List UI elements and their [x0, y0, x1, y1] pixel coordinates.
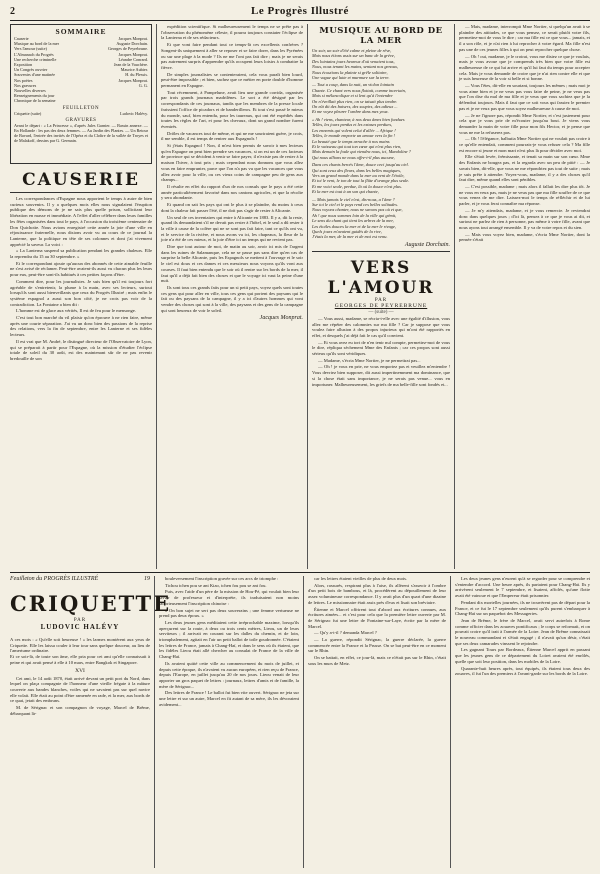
paragraph: Des lettres de France ! Le ballot fut bien vite ouvert. Sérignac ne jeta sur une lettre et sur un autre, Marcel en fit autant de sa mère, ils les dévoraient avidement... — [159, 690, 299, 707]
sommaire-entry: Exposition Jean de la Vauchère. — [14, 62, 148, 68]
causerie-text-col1 — [10, 196, 152, 362]
paragraph: car les lettres étaient vieilles de plus de deux mois. — [314, 576, 408, 581]
paragraph: Étienne et Marcel offrirent tout d'abord aux écritures connues, aux écritures aimées... et c'est pour cela que la première lettre ouverte par M. de Sérignac fut une lettre de Fontaine-sur-Laye, écrite par la mère de Marcel. — [308, 606, 446, 629]
paragraph: — Et vous avez eu tort de n'en tenir nul compte, permettez-moi de vous le dire, répliqua sèchement Mme des Enfants ; car ces propos sont aussi sérieux qu'ils sont véridiques. — [312, 339, 450, 357]
paragraph: — Oh ! l'élégance, balbutia Mme Nortier qui ne voulait pas croire à ce qu'elle entendait, comment pourrais-je vous refuser cela ? Ma fille est encore si jeune et mon mari n'est plus là pour décider avec moi. — [459, 136, 590, 153]
sommaire-entry: Causerie Jacques Monprat. — [14, 36, 148, 41]
paragraph: Comment dire, pour les journalistes. Je suis bien qu'il est toujours fort agréable de s'entretenir, la plume à la main, avec ses lecteurs, surtout lorsqu'ils sont aussi bienveillants que ceux du Progrès Illustré ; mais enfin le système espagnol a aussi son bon côté, je ne crois pas voir de la contradiction. La Fontaine a bien dit : — [10, 278, 152, 307]
feuilleton-label: Feuilleton du PROGRÈS ILLUSTRÉ — [10, 576, 99, 582]
column-divider — [307, 24, 308, 569]
paragraph: — C'est possible, madame ; mais alors il fallait les dire plus tôt. Je ne vous en veux pas, mais je ne veux pas que ma fille souffre de ce que vous venez de me dire. Laissez-moi le temps de réfléchir et de lui parler, et je vous ferai connaître ma réponse. — [459, 183, 590, 207]
paragraph: — Madame, s'écria Mme Nortier, je ne permettrai pas... — [318, 357, 421, 363]
sommaire-list — [14, 36, 148, 104]
paragraph: Tichou tchen pou se ant Kiao, tchen fou pou se ant fou. — [165, 582, 267, 588]
sommaire-title: SOMMAIRE — [55, 27, 107, 36]
causerie-col2-end: Il résulte en effet du rapport d'un de nos consuls que le pays a été cette année particulièrement favorisé dans nos cantons agricoles, et que la récolte y sera abondante. — [161, 183, 303, 201]
causerie-title: CAUSERIE — [10, 170, 152, 193]
paragraph: expédition scientifique. Si malheureusement le temps ne se prête pas à l'observation du phénomène céleste, il pourra toujours constater l'éclipse de la Lanterna et de ses rédacteurs. — [161, 24, 303, 41]
paragraph: Et quand on sait les pays qui ont le plus à se plaindre, du moins à ceux dont la chaleur fait passer l'été, il ne doit pas s'agir de rester à Alicante. — [161, 202, 303, 213]
feuilleton-entry: Criquette (suite) Ludovic Halévy. — [14, 110, 148, 116]
column-divider — [454, 24, 455, 569]
feuilleton-separator — [10, 572, 590, 573]
paragraph: « La Lanterna suspend sa publication pendant les grandes chaleurs. Elle la reprendra du 15 au 30 septembre. » — [10, 248, 152, 260]
paragraph: Les deux jeunes gens n'eurent qu'à se regarder pour se comprendre et s'entendre d'accord. Une heure après, ils partaient pour Chang-Haï. Ils y arrivèrent seulement le 7 septembre, et lisaient, affolés, qu'une flotte avait été vaincue et que l'Empereur était prisonnier. — [455, 576, 590, 599]
sommaire-entry: Chronique de la semaine — [14, 98, 56, 104]
column-2 — [161, 24, 303, 569]
feuilleton-label-row — [10, 576, 150, 582]
vers-lamour-text-col2 — [459, 24, 590, 135]
newspaper-page — [10, 6, 590, 868]
paragraph: C'est tout bon marché du vil plaisir qu'on éprouve à ne rien faire, même après une courte séparation. J'ai vu un donc bien des passions de la reprise des relations, vers la fin de septembre, entre les Lanterne et ses fidèles lecteurs. — [10, 315, 152, 338]
paragraph: Ils avaient quitté cette ville au commencement du mois de juillet, et depuis cette époque, ils n'avaient vu aucun européen, et rien reçu de France, depuis l'Europe, en juillet jusqu'au 20 de nos jours. Lieou venait de leur apporter un gros paquet de lettres : journaux, lettres d'amis et de famille, la mère de Sérignac... — [159, 660, 299, 689]
journal-title: Le Progrès Illustré — [251, 5, 349, 17]
sommaire-entry: Souvenirs d'une matinée H. du Plessis. — [14, 72, 148, 78]
paragraph: — Oh ! oui, madame, je le croirai, vous me disiez ce que je voulais, mais je vous avoue que je comprends très bien que votre fille est malheureuse de ce qui lui arrive et qu'il lui faut du temps pour accepter cela. Mais je vous demande de croire que je n'ai rien contre elle et que je suis heureuse de la voir si belle et si bonne. — [459, 53, 590, 82]
vers-lamour-text-col3 — [459, 136, 590, 243]
feuilleton-column-4 — [455, 576, 590, 868]
paragraph: Si j'étais Espagnol ! Non, il m'est bien permis de savoir à mes lecteurs qu'en Espagne on peut bien prendre ses vacances, si on est un de ces facteurs de province qui se décident à venir se faire payer, il n'existe pas de rester à la maison l'hiver, à tout prix ; mais cependant nous donnons que vous allez vous en faire emprunter, parce que l'on n'a pas vu que les vacances que vous allez avoir pour la ville, ou ces vieux coins de campagne peu de gens aux champs... — [161, 143, 303, 183]
column-3 — [312, 24, 450, 569]
paragraph: Pendant dix mortelles journées, ils ne trouvèrent pas de départ pour la France, et ce fut le 17 septembre seulement qu'ils purent s'embarquer à Chang-Haï sur un paquebot des Messageries. — [455, 599, 590, 617]
sommaire-entry: Une recherche criminelle Léandre Conrard. — [14, 56, 148, 62]
paragraph: — Qu'y a-t-il ? demanda Marcel ? — [314, 630, 377, 636]
paragraph: Quarante-huit heures après, tout équipés, ils étaient tous deux des zouaves, il fut l'un des premiers à l'avant-garde sur les bords de la Loire. — [455, 665, 590, 677]
paragraph: « On bon sujet ne sert pas deux souverains ; une femme vertueuse ne prend pas deux époux. » — [159, 607, 299, 619]
feuilleton-number: 19 — [144, 576, 150, 582]
gravures-heading: GRAVURES — [65, 117, 97, 123]
paragraph: — Tout a coup, dans la nuit, un violon lointain Chante. Ce chant vers nous flottait, comme incertain, Mais si mélancolique et si lent qu'à l'entendre On n'éveillait plus rien, on se taisait plus tendre. On eût dit des baisers, des soupirs, des adieux ... Et me voyez pleurer l'ombre dans mes yeux. — [312, 82, 406, 115]
page-header — [10, 6, 590, 21]
feuilleton-column-2 — [159, 576, 299, 868]
sommaire-entry: Musique au bord de la mer Auguste Dorchain. — [14, 41, 148, 47]
paragraph: Dire que tout autour de moi, de matin au soir, avoir ici mis de l'argent dans les ruines de Salamanque, cela ne se passe pas sans dire qu'en cas de surprise la belle Alicante, puis les Espagnols se mettent à l'ouvrage et le soir le ciel est doux et ces dames et ces messieurs nous voyons qu'ils vont aux courses. Il faut bien entendu que le soir où il rentre sur les bords de la mer, il faut qu'il a déjà fait bien des choses et que le voyage ici vaut la peine d'une nuit. — [161, 244, 303, 284]
sommaire-entry: Un Congrès ouvrier Maurice Aubier. — [14, 67, 148, 73]
vers-lamour-text-col1 — [312, 316, 450, 387]
paragraph: — Vous l'êtes, dit-elle en souriant, toujours les mêmes ; mais moi je vous aime bien et je ne veux pas vous faire de peine, je ne veux pas que l'on dise du mal de ma fille et je veux que vous sachiez que je la défendrai toujours. Mais il faut que ce soit vous qui fassiez le premier pas et je ne veux pas que vous soyez malheureuse à cause de moi. — [459, 83, 590, 111]
paragraph: — Mais, madame, interrompit Mme Nortier, si quelqu'un avait à se plaindre des attitudes, ce que vous pensez, ce serait plutôt votre fils, permettez-moi de vous le dire ; car ma fille est ce que vous... jamais, et il a son rôle, et je n'ai rien à lui reprocher à votre égard. Ma fille n'est pas une de ces jeunes filles à qui on peut reprocher quelque chose. — [459, 24, 590, 52]
paragraph: Ils sont tous ces grands faits pour un si petit pays, voyez quels sont toutes ces gens qui pour aller en ville, tous ces gens qui portent des paysans qui le fait ou des paysans de la campagne, il y a ici d'autres hommes qui vont vendre des choses qui sont à la ville, des paysans et des gens de la campagne qui sont heureux de voir le soleil. — [161, 284, 303, 313]
paragraph: Dans ces chants bercés l'âme, douce ceci jusqu'au ciel. Qui sont ceux des fleurs, dans les belles magiques, Vers un grand monde dans la mer au vent de l'étoile, Et toi le vent, le ton de tout la flûte d'orange plus seule. Et me voici seule, perdue, là où la douce n'est plus. Et la mer est tout à un son qui chante, — [312, 162, 410, 195]
criquette-par: PAR — [73, 618, 87, 623]
paragraph: De simples journalistes se contenteraient, cela vous paraît bien lourd, peut-être impossible ; et bien, sachez que ce métier en porte double d'homme permanent en Espagne. — [161, 71, 303, 89]
paragraph: — Je ne l'ignore pas, répondit Mme Nortier, et c'est justement pour cela que je vous prie de m'écouter jusqu'au bout. Je viens vous demander la main de votre fille pour mon fils Hector, et je pense que vous ne me la refuserez pas. — [459, 112, 590, 135]
paragraph: bouleversement l'inscription gravée sur ces arcs de triomphe : — [165, 576, 279, 581]
paragraph: Puis, avec l'aide d'un père de la mission de Hou-Pé, qui voulait bien leur servir de professeur et d'interprète, ils traduisaient non moins laborieusement l'inscription chinoise : — [159, 589, 299, 606]
paragraph: Tout récemment, à Pampelune, avait lieu une grande corrida, organisée par trois grands journaux madrilènes. Le sort a été désigné par les correspondants de ces journaux, tandis que les membres de la presse locale fraissient l'office de picadors et de banderilleros. Et tout s'est passé le mieux du monde, sauf, bien entendu, pour les taureaux, qui ont été expédiés dans toutes les règles de l'art, et pour les chevaux, dont un grand nombre furent éventrés. — [161, 89, 303, 129]
musique-poem — [312, 48, 450, 240]
column-divider — [303, 576, 304, 868]
sommaire-box — [10, 24, 152, 164]
paragraph: Et que vont faire pendant tout ce temps-là ces excellents confrères ? Songent-ils uniquement à aller se reposer et se faire dorer, dans les Pyrénées ou sur une plage à la mode ? Ils ne me l'ont pas fait dire ; mais je ne serais pas autrement surpris d'apprendre qu'ils occupent leurs loisirs à combattre la fièvre. — [161, 42, 303, 70]
ornament: — (suite) — — [368, 309, 394, 315]
musique-signature: Auguste Dorchain. — [404, 241, 450, 248]
paragraph: — Vous aussi, madame, se récria-t-elle avec une égalité d'illusion, vous allez me répéter des calomnies sur ma fille ? Car je suppose que vous voulez faire allusion à des propos injurieux qui m'ont été rapportés en effet, et desquels j'ai déjà fait le cas qu'il convient. — [312, 315, 450, 338]
paragraph: Elle s'était levée, frémissante, et tenait sa main sur son cœur. Mme des Enfants ne bougea pas, et la regarda avec un peu de pitié : — Je savais bien, dit-elle, que vous ne me répondriez pas tout de suite ; mais je suis prête à attendre. Voyez-vous, madame, il y a des choses qu'il faut dire, même quand elles sont pénibles. — [459, 154, 590, 183]
paragraph: Les deux jeunes gens méditaient cette irréprochable maxime, lorsqu'ils aperçurent sur la route, à deux ou trois cents mètres, Lieou, un de leurs serviteurs ; il arrivait en courant sur les dalles du chemin, et de loin, triomphalement, agitait en l'air un petit ballot de toile goudronnée. C'étaient les lettres de France, jamais à Chang-Haï, et dans le sens où ils étaient, que les fidèles Lieou était allé chercher au consulat de France de la ville de Chang-Haï. — [159, 619, 299, 660]
column-divider — [154, 576, 155, 868]
column-divider — [156, 24, 157, 569]
paragraph: Drôles de vacances tout de même, et qui ne me souriraient guère, je crois, il me semble, il est temps de rentrer aux Espagnols ! — [161, 130, 303, 142]
vers-lamour-author: GEORGES DE PEYREBRUNE — [334, 302, 428, 309]
sommaire-entry: Renseignements du jour — [14, 93, 55, 99]
paragraph: Les correspondances d'Espagne nous apportent le temps à autre de bien curieux souvenirs. Il y a quelques mois elles nous signalaient l'éruption publique des démons de je ne sais plus quelle prison, sollicitant leur libération en masse et immédiate. A l'effet d'aller célébrer dans leurs familles les fêtes organisées dans tout le pays, à l'occasion du troisième centenaire de Don Quichotte. Nous avions enregistré cette année la joie d'une ville en réjouissance fraternelle, nous disions avoir vu au cours de ce journal la Lanterne, que la politique en tête de ses colonnes et dont j'ai vivement apprécié la saveur. La voici : — [10, 196, 152, 247]
paragraph: — Je m'y attendais, madame, et je vous remercie. Je reviendrai donc dans quelques jours ; d'ici là, pensez à ce que je vous ai dit, et surtout ne parlez de rien à personne, pas même à votre fille, avant que nous ayons tout arrangé ensemble. Il y va de votre repos et du sien. — [459, 207, 590, 230]
musique-title: MUSIQUE AU BORD DE LA MER — [319, 26, 443, 46]
paragraph: Et le correspondant ajoute qu'aucun des abonnés de cette aimable feuille ne s'est avisé de réclamer. Peut-être avaient-ils aussi vu chacun plus les leurs pour eux, peut-être sont-ils habitués à ces petites façons d'être. — [10, 260, 152, 278]
paragraph: — Mais vous voyez bien, madame, s'écria Mme Nortier, dont la pensée s'était — [459, 231, 590, 243]
column-1 — [10, 24, 152, 569]
gravures-text: Avant le départ : « La Princesse », d'après Jules Garnier. — Bassin annexe. — En Hollande : les pas des deux femmes. — Au Jardin des Plantes. — Un Retour de Bavard, l'entrée des invités de l'Opéra et du Cloître de la vallée de Troyes et de Malakoff, dessins par G. Germain. — [14, 122, 148, 143]
page-number: 2 — [10, 6, 15, 17]
criquette-text-col4 — [455, 576, 590, 677]
criquette-author: LUDOVIC HALÉVY — [40, 623, 120, 631]
feuilleton-column-3 — [308, 576, 446, 868]
paragraph: L'homme est de glace aux vérités, Il est de feu pour le mensonge. — [16, 308, 136, 314]
column-divider — [450, 576, 451, 868]
criquette-text-col1 — [10, 676, 150, 717]
paragraph: Un soir, un soir d'été calme et pleine de rêve, Mais nous étions assis sur un banc de la grève, Des lointains jours heureux d'où venaient tous, Nous, nous tenant les mains, sentant nos genoux, Nous écoutions la plainte si grêle solitaire, Une vague qui lutte et murmure sur la terre. — [312, 48, 399, 81]
criquette-title: CRIQUETTE — [10, 591, 172, 616]
criquette-chapter: XVI — [75, 667, 85, 674]
causerie-signature: Jacques Monprat. — [259, 315, 303, 322]
sommaire-entry: Nos poètes Jacques Monprat. — [14, 77, 148, 83]
paragraph: — Oh ! je vous en prie, ne vous emportez pas et veuillez m'entendre ! Vous devriez bien supposer, dit aussi impertinemment ma dominance, que si la chose était sans importance, je ne serais pas venue... vous en importuner. Malheureusement, les griefs de ma belle-fille sont fondés et... — [312, 364, 450, 387]
paragraph: Jean de Brême, le frère de Marcel, avait servi autrefois à Rome comme officier dans les zouaves pontificaux ; le corps se reformait, et on pouvait croire qu'il irait à l'armée de la Loire. Jean de Brême connaissait le nouveau commandant et s'était engagé ; il n'avait qu'un désir, c'était que ses deux camarades vinssent le rejoindre. — [455, 617, 590, 646]
paragraph: Cet ami, le 14 août 1870, était arrivé devant un petit port du Nord, dans lequel on plaça compagnie de l'honneur d'une vieille frégate à la mâture couverte aux bandes blanches, voiles qui ne savaient pas sur quel navire elle volait. Elle était au point d'être ramenée en rade, et la mer, aux bords de ce quai, jetait des embruns. — [10, 675, 150, 704]
paragraph: Un seul de ces inventaires qui entre à Alicante en 1883. Il y a, dit la reste, quand ils demandaient s'il ne devait pas rester à l'hôtel, et le seul a dû rester à la ville à cause de la colère qui ne se sont pas fait faire, tant ce qu'ils ont vu, et le service de la rivière, et nous avons vu ici, les chapeaux, la fleur de la joie n'a été de ces mieux, et la joie d'être ici un temps qui ne revient pas. — [161, 214, 303, 243]
criquette-text-col2 — [159, 576, 299, 707]
paragraph: Il est vrai que M. André, le distingué directeur de l'Observatoire de Lyon, qui se préparait à partir pour l'Espagne, où la mission d'étudier l'éclipse totale de soleil du 30 août, est des maintenant sûr de ne pas revenir bredouille de son — [10, 338, 152, 361]
paragraph: Alors, rassurés, respirant plus à l'aise, ils allèrent s'asseoir à l'ombre d'un petit bois de bambous, et là, procédèrent au dépouillement de leur assez volumineuse correspondance. Il y avait plus d'un quart d'une dizaine de lettres. Le missionnaire était assis près d'eux et lisait son bréviaire. — [308, 582, 446, 605]
paragraph: — La guerre, répondit Sérignac, la guerre déclarée, la guerre commencée entre la France et la Prusse. On se bat peut-être en ce moment sur le Rhin. — [308, 637, 446, 654]
paragraph: Les gagnant Tours par Bordeaux, Étienne Marcel apprit en passant que les jeunes gens de ce département du Loiret avaient été enrôlés, quelle que soit leur position, dans les mobiles de la Loire. — [455, 647, 590, 664]
sommaire-entry: Nos gravures G. G. — [14, 82, 148, 88]
paragraph: « Ah ! viens, chanteur, à nos deux âmes bien fondues Telles, les jours perdus et les extases perdues, Les ennemis qui volent celui d'allée ... Afrique ! Telles, le monde emporte un amour vers la fin ! La beauté que le temps arrache à nos mains Et le vaisseau qui tout ton cœur qui n'est plus rien, Mais demain la foule qui viendra nous, ici, Mandoline ? Qui nous allions ne nous offre-t-il plus aucune, — [312, 116, 411, 160]
sommaire-entry: Nouvelles diverses — [14, 88, 46, 94]
feuilleton-column-1 — [10, 576, 172, 868]
paragraph: On se battait, en effet, ce jour-là, mais ce n'était pas sur le Rhin, c'était sous les murs de Metz. — [308, 655, 446, 666]
column-4 — [459, 24, 590, 569]
criquette-intro: A ces mots : « Qu'elle soit heureuse ! » les larmes montèrent aux yeux de Criquette. Elle les laissa couler à leur tour sans quelque douceur, au lieu de l'amertume ordinaire. Et ce soir-là, de toute son âme, elle pria pour cet ami qu'elle connaissait à peine et qui avait pensé à elle à 10 mars, entre Bangkok et Singapore. — [10, 637, 150, 665]
sommaire-entry: L'Almanach du Progrès Jacques Monprat. — [14, 51, 148, 57]
paragraph: M. de Sérignac et son compagnon de voyage, Marcel de Brême, débarquant là- — [10, 705, 150, 716]
causerie-text-col3 — [161, 202, 303, 313]
vers-lamour-title: VERS L'AMOUR — [327, 257, 435, 298]
sommaire-entry: Vers l'amour (suite) Georges de Peyrebrune. — [14, 46, 148, 52]
causerie-text-col2 — [161, 24, 303, 183]
vers-lamour-par: PAR — [374, 297, 388, 303]
criquette-text-col3 — [308, 576, 446, 667]
paragraph: — Mais jamais le ciel n'est, dis-nous, a l'âme ? Sur toi le ciel et le pays rend ces belles solitudes. Nous voyons chanter, nous ne savons pas où et que, Ah ! que nous sommes loin de la ville qui gémit, Le sens du chant qui tient les arbres de la mer, Les étoiles douces la mer et de la mer le rivage, Quels jours m'avaient guidés de la rive, J'étais la mer, de la mer et de moi est venu. — [312, 196, 403, 240]
feuilleton-heading: FEUILLETON — [62, 105, 100, 111]
